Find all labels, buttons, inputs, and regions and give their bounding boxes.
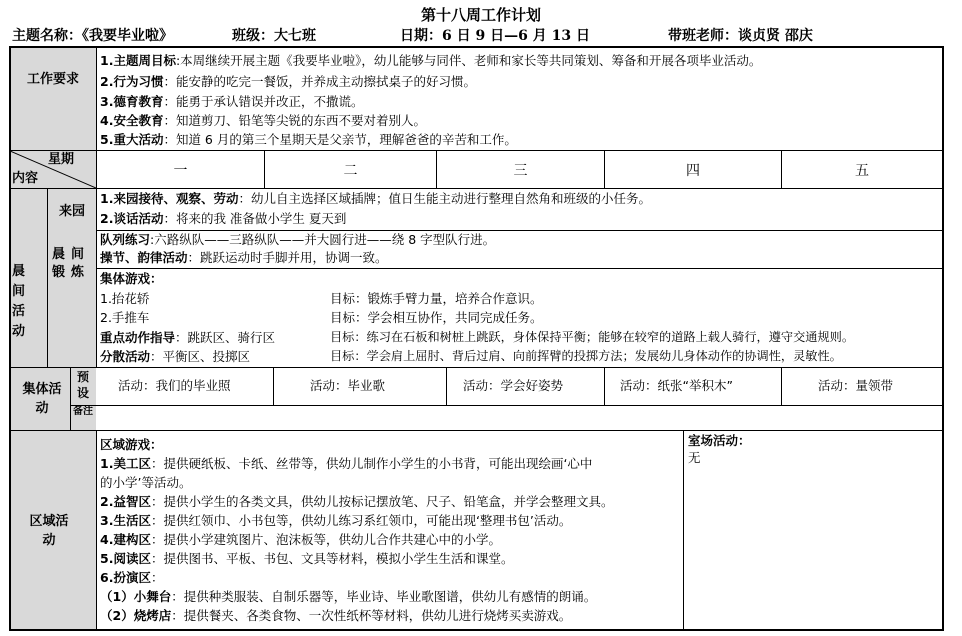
note-label: 备注 <box>73 406 93 417</box>
game-goal: 目标：锻炼手臂力量，培养合作意识。 <box>330 291 543 306</box>
exercise-label: 晨间锻炼 <box>52 247 91 280</box>
corner-content-label: 内容 <box>12 171 39 186</box>
split-line: 分散活动：平衡区、投掷区 <box>100 349 251 364</box>
area-head: 区域游戏： <box>100 437 163 452</box>
area-item: 的小学’等活动。 <box>100 475 192 490</box>
area-item: 3.生活区：提供红领巾、小书包等，供幼儿练习系红领巾，可能出现‘整理书包’活动。 <box>100 513 572 528</box>
area-item: （2）烧烤店：提供餐夹、各类食物、一次性纸杯等材料，供幼儿进行烧烤买卖游戏。 <box>100 608 572 623</box>
game-name: 1.抬花轿 <box>100 291 150 306</box>
game-goal: 目标：学会相互协作，共同完成任务。 <box>330 310 543 325</box>
work-req-item: 3.德育教育：能勇于承认错误并改正，不撒谎。 <box>100 94 364 109</box>
game-name: 2.手推车 <box>100 310 150 325</box>
area-label: 区域活动 <box>29 514 69 548</box>
outdoor-text: 无 <box>688 450 701 465</box>
area-item: 1.美工区：提供硬纸板、卡纸、丝带等，供幼儿制作小学生的小书背，可能出现绘画‘心中 <box>100 456 593 471</box>
group-activity-thu: 活动：纸张“举积木” <box>620 378 733 393</box>
arrive-label: 来园 <box>58 204 85 219</box>
area-item: 2.益智区：提供小学生的各类文具，供幼儿按标记摆放笔、尺子、铅笔盒，并学会整理文具。 <box>100 494 614 509</box>
day-header-fri: 五 <box>855 162 869 179</box>
day-header-tue: 二 <box>343 162 358 179</box>
drill-line: 队列练习:六路纵队——三路纵队——并大圆行进——绕 8 字型队行进。 <box>100 232 496 247</box>
teachers: 带班老师：谈贞贤 邵庆 <box>668 28 813 44</box>
games-head: 集体游戏： <box>100 271 163 286</box>
page-title: 第十八周工作计划 <box>420 6 541 24</box>
class-name: 班级：大七班 <box>232 28 316 44</box>
arrive-line: 1.来园接待、观察、劳动：幼儿自主选择区域插牌；值日生能主动进行整理自然角和班级的小任务。 <box>100 191 651 206</box>
rhythm-line: 操节、韵律活动：跳跃运动时手脚并用，协调一致。 <box>100 250 388 265</box>
morning-label: 晨间活动 <box>12 264 26 339</box>
plan-label: 预设 <box>76 370 89 400</box>
outdoor-head: 室场活动： <box>688 433 751 448</box>
group-activity-mon: 活动：我们的毕业照 <box>118 378 231 393</box>
arrive-line: 2.谈话活动：将来的我 准备做小学生 夏天到 <box>100 211 347 226</box>
day-header-wed: 三 <box>513 162 528 179</box>
group-activity-fri: 活动：量领带 <box>818 378 894 393</box>
day-header-mon: 一 <box>173 162 188 179</box>
date-range: 日期：6 日 9 日—6 月 13 日 <box>400 28 590 44</box>
area-item: 4.建构区：提供小学建筑图片、泡沫板等，供幼儿合作共建心中的小学。 <box>100 532 501 547</box>
work-req-label: 工作要求 <box>26 71 79 87</box>
corner-day-label: 星期 <box>48 152 75 167</box>
theme-name: 主题名称：《我要毕业啦》 <box>12 28 173 44</box>
split-goal: 目标：学会肩上屈肘、背后过肩、向前挥臂的投掷方法；发展幼儿身体动作的协调性，灵敏性。 <box>330 349 842 363</box>
work-req-item: 4.安全教育：知道剪刀、铅笔等尖锐的东西不要对着别人。 <box>100 113 426 128</box>
group-activity-wed: 活动：学会好姿势 <box>463 378 564 393</box>
work-req-item: 2.行为习惯：能安静的吃完一餐饭，并养成主动擦拭桌子的好习惯。 <box>100 74 476 89</box>
focus-line: 重点动作指导：跳跃区、骑行区 <box>100 330 276 345</box>
work-req-item: 1.主题周目标:本周继续开展主题《我要毕业啦》，幼儿能够与同伴、老师和家长等共同策划、筹备和开展各项毕业活动。 <box>100 53 762 68</box>
day-header-thu: 四 <box>686 162 700 179</box>
area-item: 6.扮演区： <box>100 570 164 585</box>
focus-goal: 目标：练习在石板和树桩上跳跃，身体保持平衡；能够在较窄的道路上载人骑行，遵守交通规则。 <box>330 330 855 344</box>
work-req-item: 5.重大活动：知道 6 月的第三个星期天是父亲节，理解爸爸的辛苦和工作。 <box>100 132 517 147</box>
group-label: 集体活动 <box>22 382 62 416</box>
area-item: 5.阅读区：提供图书、平板、书包、文具等材料，模拟小学生生活和课堂。 <box>100 551 514 566</box>
group-activity-tue: 活动：毕业歌 <box>310 378 386 393</box>
area-item: （1）小舞台：提供种类服装、自制乐器等，毕业诗、毕业歌图谱，供幼儿有感情的朗诵。 <box>100 589 597 604</box>
